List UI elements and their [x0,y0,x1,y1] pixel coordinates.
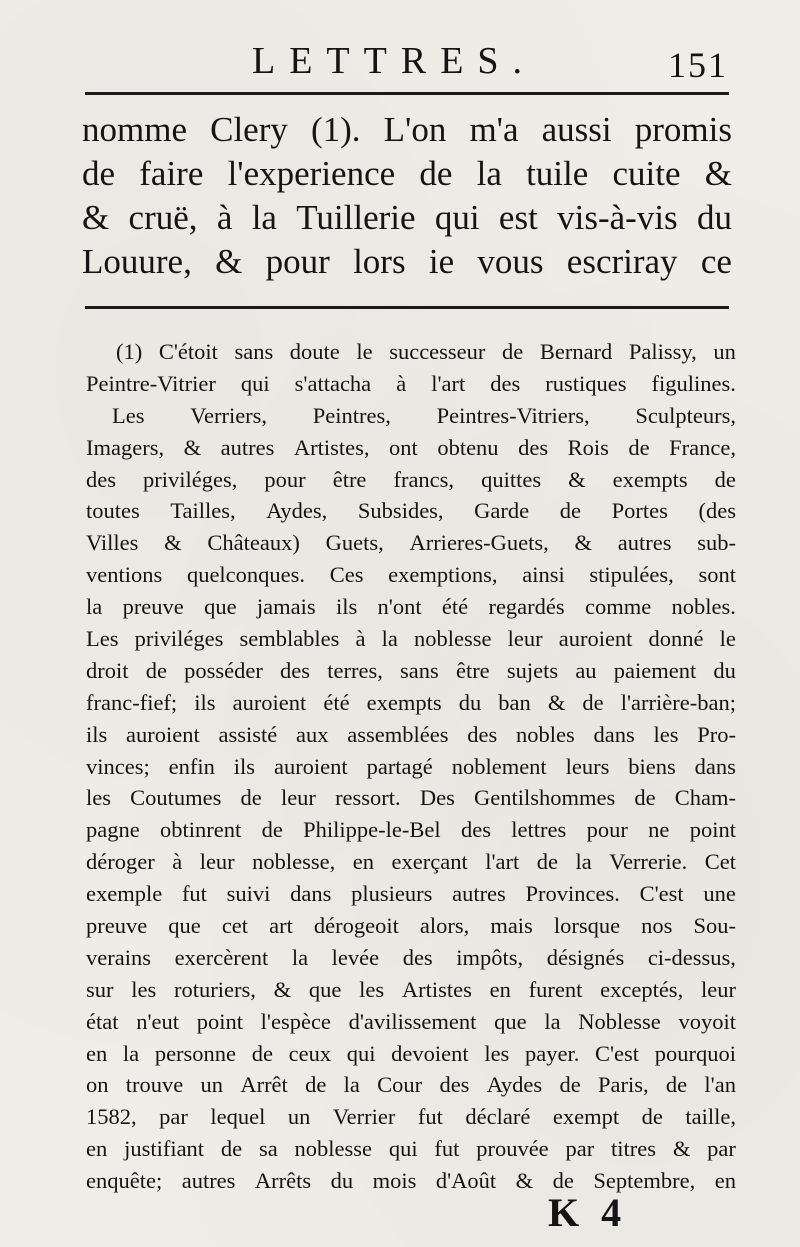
signature-mark: K 4 [548,1190,628,1235]
footnote-line: état n'eut point l'espèce d'avilissement que la Noblesse voyoit [86,1008,736,1034]
header-rule [85,92,729,95]
footnote-line: les Coutumes de leur ressort. Des Gentilshommes de Cham- [86,785,736,811]
footnote-line: toutes Tailles, Aydes, Subsides, Garde de Portes (des [86,498,736,524]
footnote-rule [85,306,729,309]
running-title: LETTRES. [252,40,537,82]
page-header [0,36,800,86]
footnote [86,336,736,1197]
main-text-line: nomme Clery (1). L'on m'a aussi promis [82,110,732,149]
main-text-line: Louure, & pour lors ie vous escriray ce [82,242,732,281]
footnote-line: en justifiant de sa noblesse qui fut prouvée par titres & par [86,1136,736,1162]
page-number: 151 [668,45,728,85]
footnote-line: Les Verriers, Peintres, Peintres-Vitriers, Sculpteurs, [112,402,736,428]
footnote-line: ils auroient assisté aux assemblées des nobles dans les Pro- [86,721,736,747]
footnote-line: Les priviléges semblables à la noblesse leur auroient donné le [86,626,736,652]
footnote-line: 1582, par lequel un Verrier fut déclaré exempt de taille, [86,1104,736,1130]
main-text-line: & cruë, à la Tuillerie qui est vis-à-vis du [82,198,732,237]
footnote-line: droit de posséder des terres, sans être sujets au paiement du [86,657,736,683]
footnote-line: Peintre-Vitrier qui s'attacha à l'art des rustiques figulines. [86,370,736,396]
footnote-line: déroger à leur noblesse, en exerçant l'art de la Verrerie. Cet [86,849,736,875]
footnote-line: exemple fut suivi dans plusieurs autres Provinces. C'est une [86,881,736,907]
footnote-line: (1) C'étoit sans doute le successeur de Bernard Palissy, un [116,339,736,364]
main-text-line: de faire l'experience de la tuile cuite & [82,154,732,193]
footnote-line: sur les roturiers, & que les Artistes en furent exceptés, leur [86,976,736,1002]
footnote-line: Imagers, & autres Artistes, ont obtenu des Rois de France, [86,434,736,460]
footnote-line: la preuve que jamais ils n'ont été regardés comme nobles. [86,594,736,620]
footnote-line: Villes & Châteaux) Guets, Arrieres-Guets, & autres sub- [86,530,736,556]
main-text [82,108,732,284]
footnote-line: enquête; autres Arrêts du mois d'Août & de Septembre, en [86,1168,736,1194]
footnote-line: des priviléges, pour être francs, quittes & exempts de [86,466,736,492]
footnote-line: verains exercèrent la levée des impôts, désignés ci-dessus, [86,944,736,970]
footnote-line: franc-fief; ils auroient été exempts du ban & de l'arrière-ban; [86,689,736,715]
footnote-line: preuve que cet art dérogeoit alors, mais lorsque nos Sou- [86,913,736,939]
footnote-line: pagne obtinrent de Philippe-le-Bel des lettres pour ne point [86,817,736,843]
footnote-line: en la personne de ceux qui devoient les payer. C'est pourquoi [86,1040,736,1066]
footnote-line: on trouve un Arrêt de la Cour des Aydes de Paris, de l'an [86,1072,736,1098]
footnote-line: vinces; enfin ils auroient partagé noblement leurs biens dans [86,753,736,779]
footnote-line: ventions quelconques. Ces exemptions, ainsi stipulées, sont [86,562,736,588]
